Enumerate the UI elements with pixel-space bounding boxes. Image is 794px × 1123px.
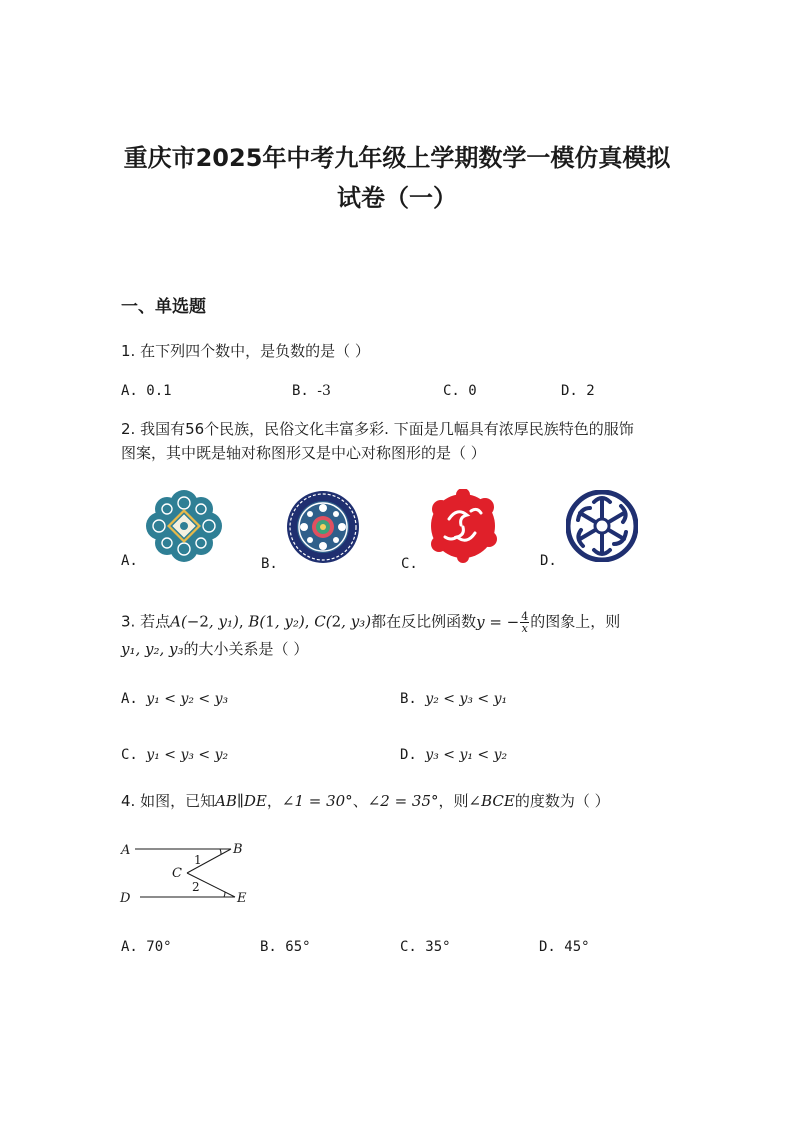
exam-title-line1: 重庆市2025年中考九年级上学期数学一模仿真模拟 [123,144,671,172]
q3-point-b: B(1, y₂) [248,612,305,631]
q3-option-d[interactable]: D. y₃ < y₁ < y₂ [400,747,508,763]
q1-option-c[interactable]: C. 0 [443,383,477,399]
q3-point-a: A(−2, y₁) [170,612,239,631]
q3-option-a-expr: y₁ < y₂ < y₃ [146,691,229,707]
q1-stem: 1. 在下列四个数中，是负数的是（ ） [121,342,370,360]
q4-prefix: 4. 如图，已知 [121,792,216,810]
q1-option-b[interactable] [292,382,331,400]
q4-option-c[interactable]: C. 35° [400,939,451,955]
q4-stem: 4. 如图，已知AB∥DE，∠1 = 30°、∠2 = 35°，则∠BCE的度数为（ ） [121,792,610,810]
label-e: E [237,891,247,906]
q3-option-c[interactable]: C. y₁ < y₃ < y₂ [121,747,229,763]
q3-line2-text: 的大小关系是（ ） [183,640,309,658]
q4-tail: 的度数为（ ） [514,792,610,810]
q3-middle: 都在反比例函数 [371,612,477,631]
q3-prefix: 3. 若点 [121,612,171,631]
q4-target-angle: ∠BCE [468,792,515,810]
q4-angle1: ∠1 = 30° [281,792,353,810]
q2-option-c[interactable]: C. [401,556,418,572]
pattern-b-medallion-icon[interactable] [286,490,360,564]
q4-angle2: ∠2 = 35° [367,792,439,810]
label-a: A [121,843,131,858]
q3-option-b-expr: y₂ < y₃ < y₁ [425,691,508,707]
q3-option-b[interactable]: B. y₂ < y₃ < y₁ [400,691,508,707]
q3-option-c-expr: y₁ < y₃ < y₂ [146,747,229,763]
q3-stem-line1: 3. 若点A(−2, y₁), B(1, y₂), C(2, y₃)都在反比例函数y = − $\frac{4}{x}$ 的图象上，则 [121,610,621,635]
q3-option-d-expr: y₃ < y₁ < y₂ [425,747,508,763]
exam-title-line2: 试卷（一） [337,184,457,212]
pattern-a-medallion-icon[interactable] [146,490,222,562]
q3-function: y = − $\frac{4}{x}$ [476,610,529,635]
section-heading: 一、单选题 [121,297,206,317]
q1-option-b-value: -3 [317,383,331,399]
q2-option-a[interactable]: A. [121,553,138,569]
q3-stem-line2 [121,639,308,659]
q1-option-b-label: B. [292,383,318,399]
q1-option-d[interactable]: D. 2 [561,383,595,399]
q3-suffix: 的图象上，则 [530,612,621,631]
pattern-d-rosette-icon[interactable] [566,490,638,562]
q2-stem-line1: 2. 我国有56个民族，民俗文化丰富多彩. 下面是几幅具有浓厚民族特色的服饰 [121,420,634,438]
q2-option-d[interactable]: D. [540,553,557,569]
pattern-c-swirl-icon[interactable] [427,489,499,563]
q3-point-c: C(2, y₃) [314,612,372,631]
label-angle-1: 1 [194,853,202,867]
q1-option-a[interactable]: A. 0.1 [121,383,172,399]
q4-option-d[interactable]: D. 45° [539,939,590,955]
q4-option-a[interactable]: A. 70° [121,939,172,955]
q4-parallel: AB∥DE [215,792,267,810]
label-d: D [120,891,131,906]
q2-option-b[interactable]: B. [261,556,278,572]
q4-option-b[interactable]: B. 65° [260,939,311,955]
q3-option-a[interactable]: A. y₁ < y₂ < y₃ [121,691,229,707]
label-angle-2: 2 [192,880,200,894]
label-c: C [172,866,182,881]
label-b: B [233,842,243,857]
q4-geometry-figure [115,836,260,908]
q3-vars: y₁, y₂, y₃ [121,640,184,658]
q2-stem-line2: 图案，其中既是轴对称图形又是中心对称图形的是（ ） [121,444,486,462]
